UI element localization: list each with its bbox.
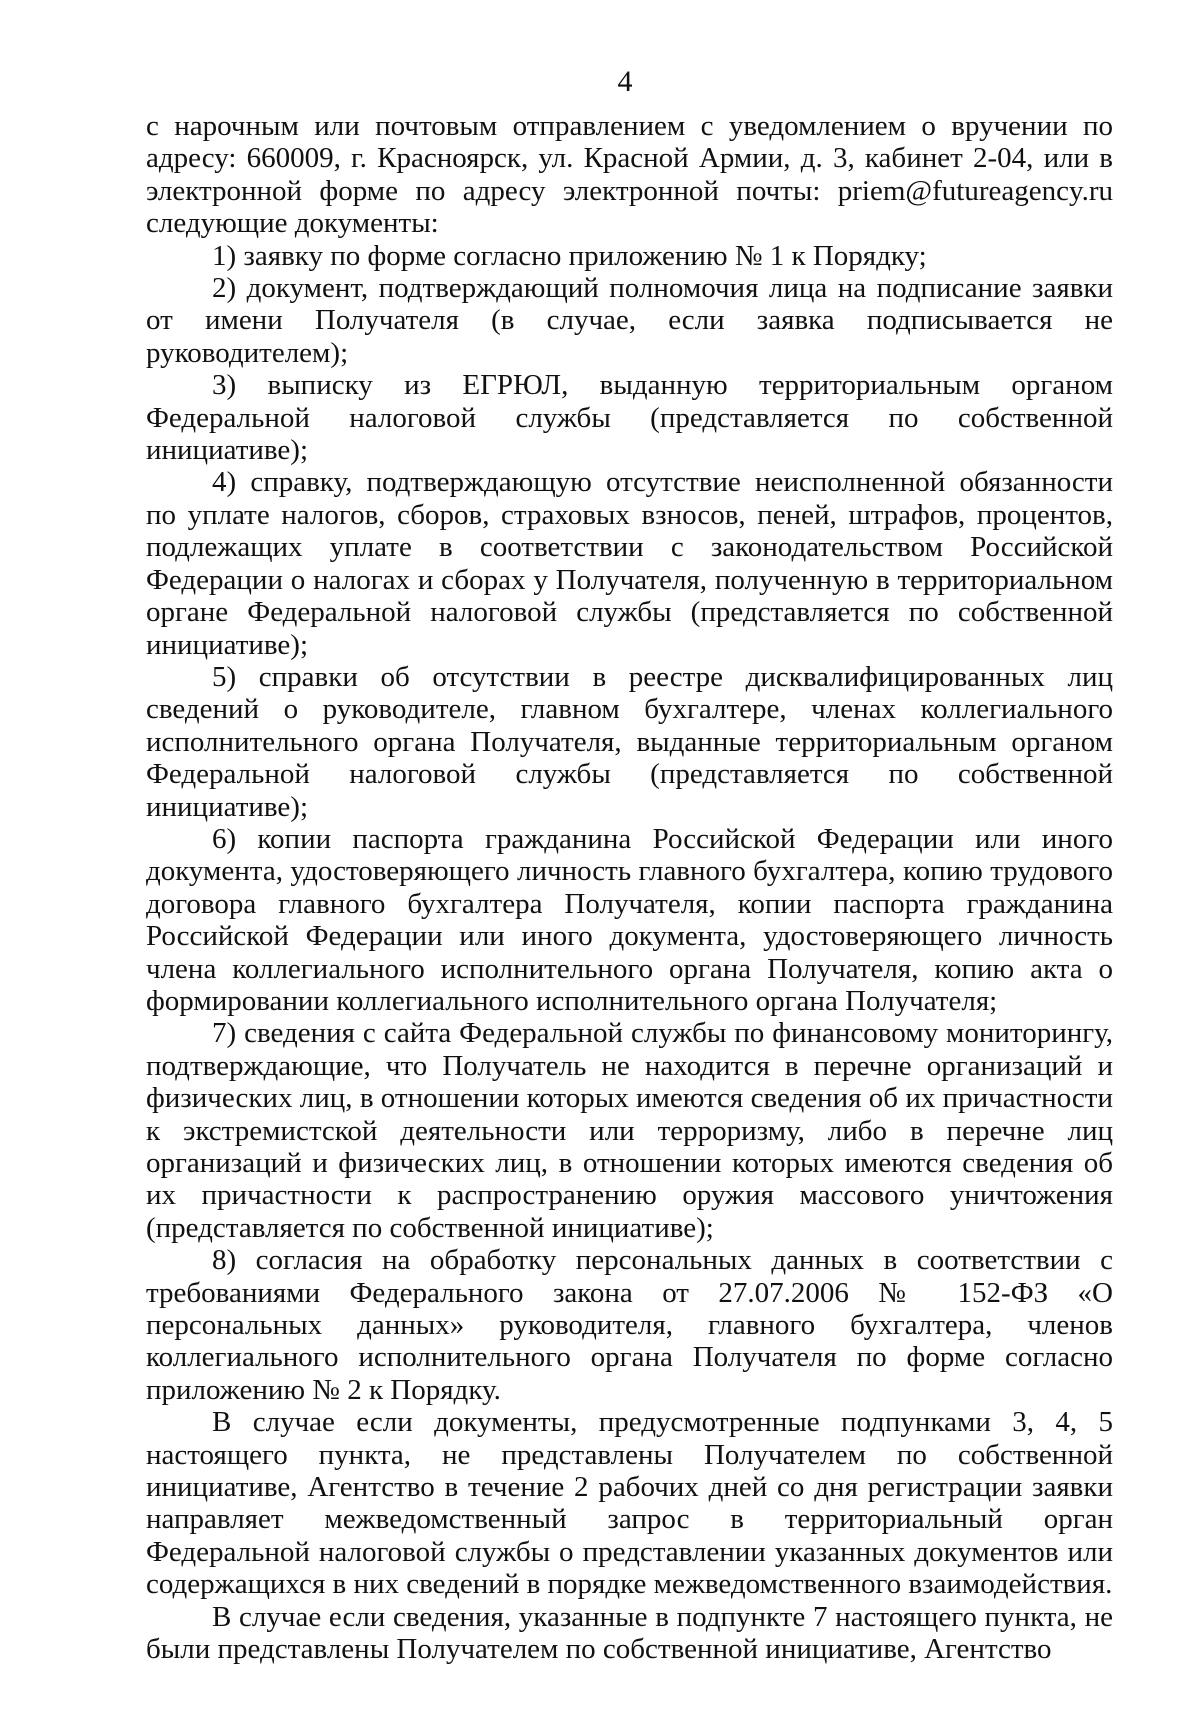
paragraph-7: 6) копии паспорта гражданина Российской Федерации или иного документа, удостоверяющего личность главного бухгалтера, копию трудового договора главного бухгалтера Получателя, копии паспорта гражданина Российской Федерации или иного документа, удостоверяющего личность члена коллегиального исполнительного органа Получателя, копию акта о формировании коллегиального исполнительного органа Получателя; xyxy=(146,822,1113,1017)
paragraph-9: 8) согласия на обработку персональных данных в соответствии с требованиями Федерального закона от 27.07.2006 № 152-ФЗ «О персональных данных» руководителя, главного бухгалтера, членов коллегиального исполнительного органа Получателя по форме согласно приложению № 2 к Порядку. xyxy=(146,1244,1113,1406)
body-text xyxy=(146,110,1113,1666)
page-number: 4 xyxy=(617,65,633,98)
paragraph-10: В случае если документы, предусмотренные подпунками 3, 4, 5 настоящего пункта, не представлены Получателем по собственной инициативе, Агентство в течение 2 рабочих дней со дня регистрации заявки направляет межведомственный запрос в территориальный орган Федеральной налоговой службы о представлении указанных документов или содержащихся в них сведений в порядке межведомственного взаимодействия. xyxy=(146,1406,1113,1601)
paragraph-1: с нарочным или почтовым отправлением с уведомлением о вручении по адресу: 660009, г. Красноярск, ул. Красной Армии, д. 3, кабинет 2-04, или в электронной форме по адресу электронной почты: priem@futureagency.ru следующие документы: xyxy=(146,110,1113,240)
paragraph-2: 1) заявку по форме согласно приложению № 1 к Порядку; xyxy=(212,239,927,272)
paragraph-3: 2) документ, подтверждающий полномочия лица на подписание заявки от имени Получателя (в случае, если заявка подписывается не руководителем); xyxy=(146,272,1113,369)
paragraph-4: 3) выписку из ЕГРЮЛ, выданную территориальным органом Федеральной налоговой службы (представляется по собственной инициативе); xyxy=(146,369,1113,467)
paragraph-8: 7) сведения с сайта Федеральной службы по финансовому мониторингу, подтверждающие, что Получатель не находится в перечне организаций и физических лиц, в отношении которых имеются сведения об их причастности к экстремистской деятельности или терроризму, либо в перечне лиц организаций и физических лиц, в отношении которых имеются сведения об их причастности к распространению оружия массового уничтожения (представляется по собственной инициативе); xyxy=(146,1017,1113,1244)
paragraph-5: 4) справку, подтверждающую отсутствие неисполненной обязанности по уплате налогов, сборов, страховых взносов, пеней, штрафов, процентов, подлежащих уплате в соответствии с законодательством Российской Федерации о налогах и сборах у Получателя, полученную в территориальном органе Федеральной налоговой службы (представляется по собственной инициативе); xyxy=(146,466,1113,661)
paragraph-6: 5) справки об отсутствии в реестре дисквалифицированных лиц сведений о руководителе, главном бухгалтере, членах коллегиального исполнительного органа Получателя, выданные территориальным органом Федеральной налоговой службы (представляется по собственной инициативе); xyxy=(146,660,1113,823)
paragraph-11: В случае если сведения, указанные в подпункте 7 настоящего пункта, не были представлены Получателем по собственной инициативе, Агентство xyxy=(146,1600,1113,1666)
